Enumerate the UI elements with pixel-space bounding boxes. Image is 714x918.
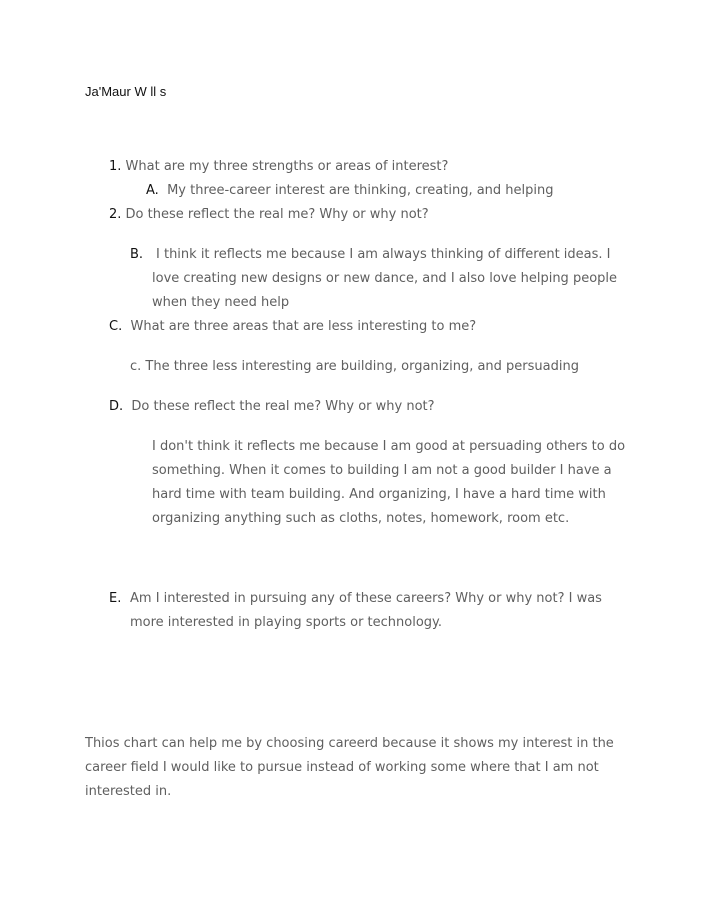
question-d-marker: D.: [109, 399, 124, 414]
conclusion-line: Thios chart can help me by choosing careerd because it shows my interest in the: [85, 736, 614, 751]
question-2-number: 2.: [109, 207, 122, 222]
answer-d-line: something. When it comes to building I am not a good builder I have a: [152, 463, 612, 478]
question-1-text: What are my three strengths or areas of interest?: [125, 159, 449, 174]
question-1-number: 1.: [109, 159, 122, 174]
question-2-text: Do these reflect the real me? Why or why not?: [125, 207, 429, 222]
question-e-line: more interested in playing sports or technology.: [130, 615, 443, 630]
answer-d-line: hard time with team building. And organizing, I have a hard time with: [152, 487, 606, 502]
answer-b-marker-text: B.: [130, 247, 144, 262]
conclusion-paragraph: [85, 732, 614, 804]
answer-d-line: organizing anything such as cloths, notes, homework, room etc.: [152, 511, 570, 526]
question-e-marker: [109, 587, 121, 611]
author-name: Ja'Maur W ll s: [85, 84, 167, 99]
question-1: [109, 155, 448, 179]
question-2: [109, 203, 429, 227]
answer-a-text: My three-career interest are thinking, creating, and helping: [167, 183, 554, 198]
answer-b-line: love creating new designs or new dance, and I also love helping people: [152, 271, 618, 286]
question-c-text: What are three areas that are less interesting to me?: [130, 319, 477, 334]
question-d-text: Do these reflect the real me? Why or why not?: [131, 399, 435, 414]
question-c: [109, 315, 476, 339]
answer-b-line: when they need help: [152, 295, 290, 310]
answer-b-marker: [130, 243, 143, 267]
answer-a: [146, 179, 554, 203]
answer-a-marker: A.: [146, 183, 159, 198]
conclusion-line: interested in.: [85, 784, 172, 799]
conclusion-line: career field I would like to pursue instead of working some where that I am not: [85, 760, 599, 775]
question-c-marker: C.: [109, 319, 123, 334]
answer-d: [152, 435, 625, 531]
question-e-line: Am I interested in pursuing any of these careers? Why or why not? I was: [130, 591, 602, 606]
question-e-marker-text: E.: [109, 591, 122, 606]
answer-d-line: I don't think it reflects me because I am good at persuading others to do: [152, 439, 626, 454]
answer-c: c. The three less interesting are building, organizing, and persuading: [130, 359, 579, 374]
answer-b: [152, 243, 617, 315]
answer-b-line: I think it reflects me because I am always thinking of different ideas. I: [156, 247, 611, 262]
question-d: [109, 395, 435, 419]
question-e: [130, 587, 602, 635]
